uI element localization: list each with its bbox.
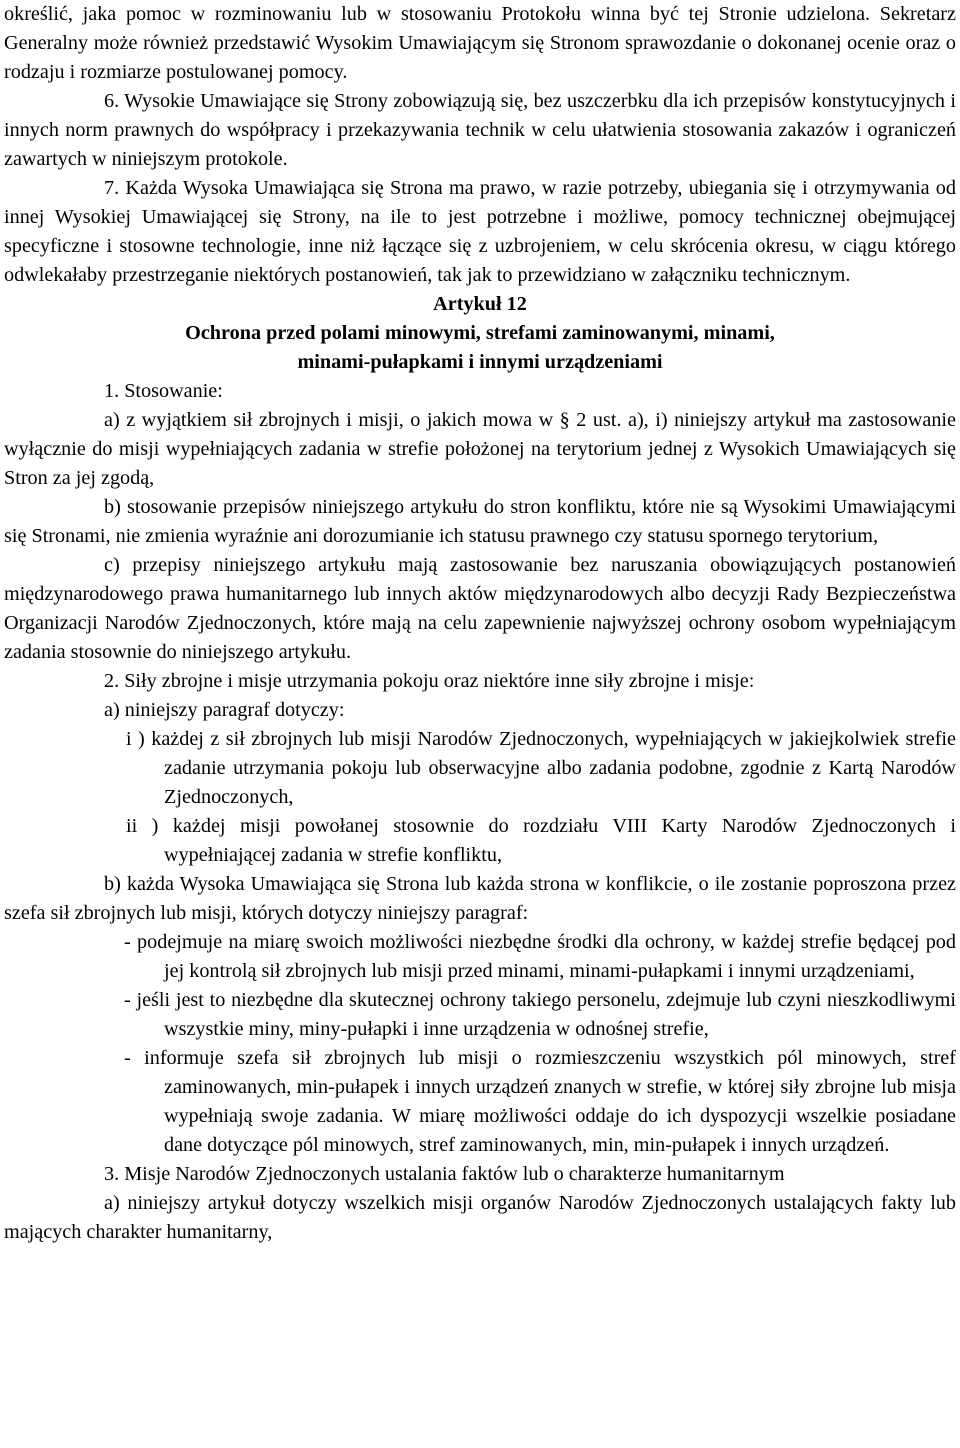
- section-2-a: a) niniejszy paragraf dotyczy:: [104, 699, 345, 721]
- section-2-a-i: i ) każdej z sił zbrojnych lub misji Narodów Zjednoczonych, wypełniających w jakiejkolwiek strefie zadanie utrzymania pokoju lub obserwacyjne albo zadania podobne, zgodnie z Kartą Narodów Zjednoczonych,: [126, 728, 956, 808]
- section-2-b-dash-1: - podejmuje na miarę swoich możliwości niezbędne środki dla ochrony, w każdej strefie będącej pod jej kontrolą sił zbrojnych lub misji przed minami, minami-pułapkami i innymi urządzeniami,: [124, 931, 956, 982]
- paragraph-7: 7. Każda Wysoka Umawiająca się Strona ma prawo, w razie potrzeby, ubiegania się i otrzymywania od innej Wysokiej Umawiającej się Strony, na ile to jest potrzebne i możliwe, pomocy technicznej obejmującej specyficzne i stosowne technologie, inne niż łączące się z uzbrojeniem, w celu skrócenia okresu, w ciągu którego odwlekałaby przestrzeganie niektórych postanowień, tak jak to przewidziano w załączniku technicznym.: [4, 177, 956, 286]
- section-2-b-dash-3: - informuje szefa sił zbrojnych lub misji o rozmieszczeniu wszystkich pól minowych, stref zaminowanych, min-pułapek i innych urządzeń znanych w strefie, w której siły zbrojne lub misja wypełniają swoje zadania. W miarę możliwości oddaje do ich dyspozycji wszelkie posiadane dane dotyczące pól minowych, stref zaminowanych, min, min-pułapek i innych urządzeń.: [124, 1047, 956, 1156]
- paragraph-intro: określić, jaka pomoc w rozminowaniu lub w stosowaniu Protokołu winna być tej Stronie udzielona. Sekretarz Generalny może również przedstawić Wysokim Umawiającym się Stronom sprawozdanie o dokonanej ocenie oraz o rodzaju i rozmiarze postulowanej pomocy.: [4, 3, 956, 83]
- article-subtitle-line-2: minami-pułapkami i innymi urządzeniami: [297, 351, 663, 373]
- article-title: Artykuł 12: [433, 293, 527, 315]
- section-1-a: a) z wyjątkiem sił zbrojnych i misji, o jakich mowa w § 2 ust. a), i) niniejszy artykuł ma zastosowanie wyłącznie do misji wypełniających zadania w strefie położonej na terytorium jednej z Wysokich Umawiających się Stron za jej zgodą,: [4, 409, 956, 489]
- section-2-a-ii: ii ) każdej misji powołanej stosownie do rozdziału VIII Karty Narodów Zjednoczonych i wypełniającej zadania w strefie konfliktu,: [126, 815, 956, 866]
- section-2-b-dash-2: - jeśli jest to niezbędne dla skutecznej ochrony takiego personelu, zdejmuje lub czyni nieszkodliwymi wszystkie miny, miny-pułapki i inne urządzenia w odnośnej strefie,: [124, 989, 956, 1040]
- paragraph-6: 6. Wysokie Umawiające się Strony zobowiązują się, bez uszczerbku dla ich przepisów konstytucyjnych i innych norm prawnych do współpracy i przekazywania technik w celu ułatwienia stosowania zakazów i ograniczeń zawartych w niniejszym protokole.: [4, 90, 956, 170]
- section-3-heading: 3. Misje Narodów Zjednoczonych ustalania faktów lub o charakterze humanitarnym: [104, 1163, 785, 1185]
- section-1-b: b) stosowanie przepisów niniejszego artykułu do stron konfliktu, które nie są Wysokimi Umawiającymi się Stronami, nie zmienia wyraźnie ani dorozumianie ich statusu prawnego czy statusu spornego terytorium,: [4, 496, 956, 547]
- section-2-b: b) każda Wysoka Umawiająca się Strona lub każda strona w konflikcie, o ile zostanie poproszona przez szefa sił zbrojnych lub misji, których dotyczy niniejszy paragraf:: [4, 873, 956, 924]
- article-subtitle-line-1: Ochrona przed polami minowymi, strefami zaminowanymi, minami,: [185, 322, 775, 344]
- section-2-heading: 2. Siły zbrojne i misje utrzymania pokoju oraz niektóre inne siły zbrojne i misje:: [104, 670, 755, 692]
- section-3-a: a) niniejszy artykuł dotyczy wszelkich misji organów Narodów Zjednoczonych ustalających fakty lub mających charakter humanitarny,: [4, 1192, 956, 1243]
- section-1-c: c) przepisy niniejszego artykułu mają zastosowanie bez naruszania obowiązujących postanowień międzynarodowego prawa humanitarnego lub innych aktów międzynarodowych albo decyzji Rady Bezpieczeństwa Organizacji Narodów Zjednoczonych, które mają na celu zapewnienie najwyższej ochrony osobom wypełniającym zadania stosownie do niniejszego artykułu.: [4, 554, 956, 663]
- section-1-heading: 1. Stosowanie:: [104, 380, 223, 402]
